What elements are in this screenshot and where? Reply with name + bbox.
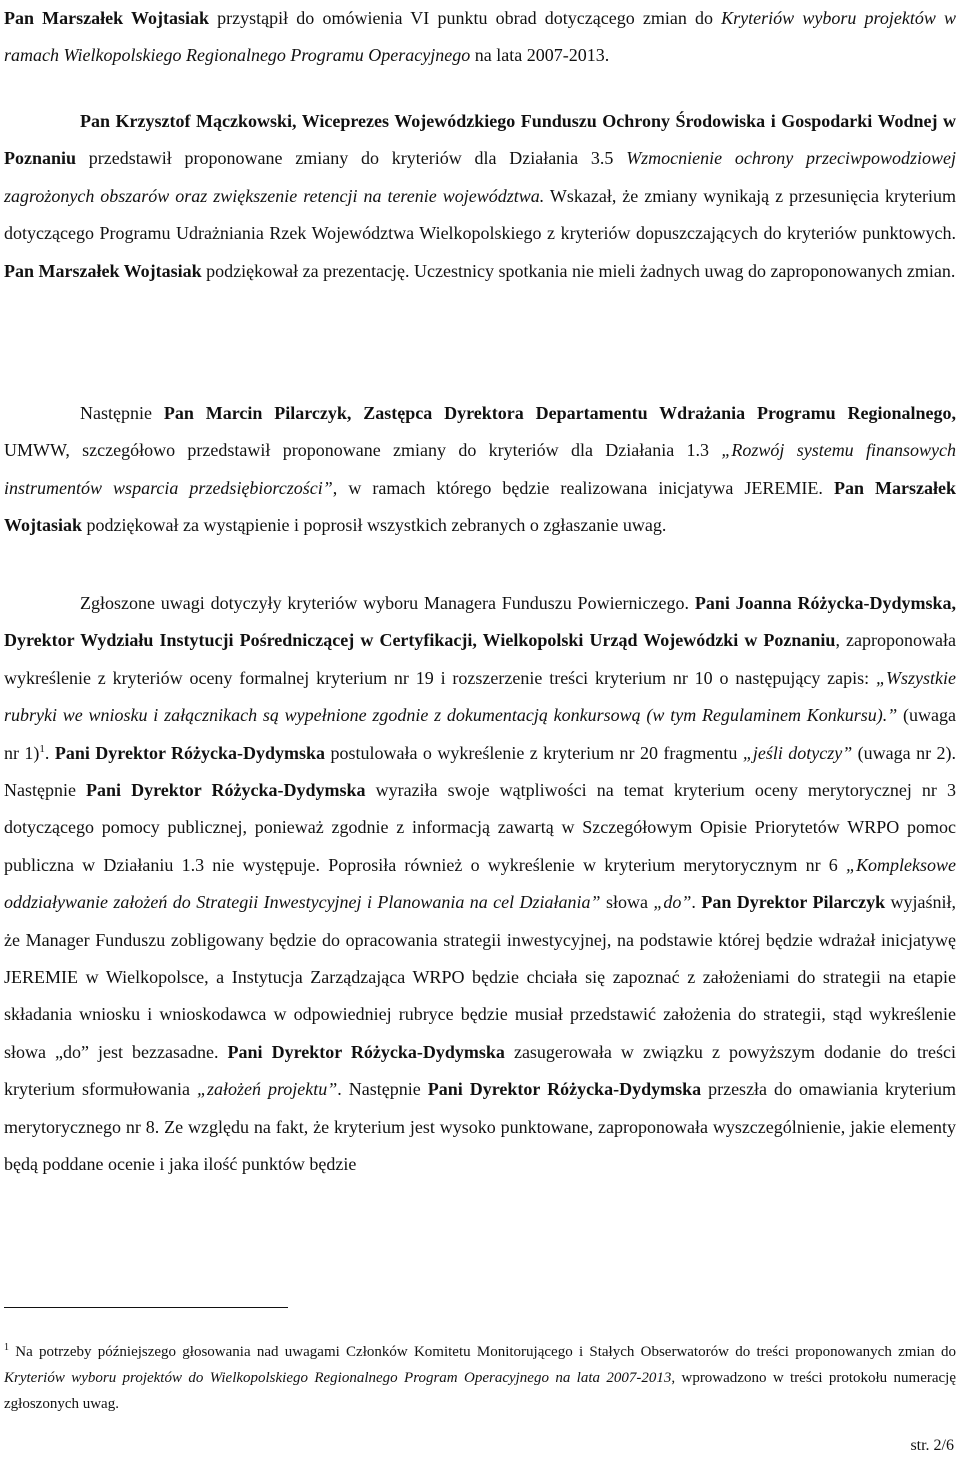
speaker-name: Pani Dyrektor Różycka-Dydymska <box>227 1041 505 1062</box>
footnote-separator <box>4 1307 288 1308</box>
speaker-name: Pani Dyrektor Różycka-Dydymska <box>86 780 366 801</box>
footnote-number: 1 <box>4 1342 9 1353</box>
speaker-name: Pan Marszałek Wojtasiak <box>4 260 202 281</box>
quoted-text: „do” <box>653 892 692 913</box>
footnote: $^1$ Na potrzeby późniejszego głosowania nad uwagami Członków Komitetu Monitorującego i Stałych Obserwatorów do treści proponowanych zmian do Kryteriów wyboru projektów do Wielkopolskiego Regionalnego Program Operacyjnego na lata 2007-2013, wprowadzono w treści protokołu numerację zgłoszonych uwag. <box>4 1342 956 1412</box>
document-title: Kryteriów wyboru projektów w ramach Wielkopolskiego Regionalnego Programu Operacyjnego <box>4 8 956 66</box>
speaker-name: Pan Marcin Pilarczyk, Zastępca Dyrektora Departamentu Wdrażania Programu Regionalnego, <box>163 403 956 423</box>
quoted-text: „Kompleksowe oddziaływanie założeń do Strategii Inwestycyjnej i Planowania na cel Działania” <box>4 854 956 913</box>
paragraph-dzialanie-3-5: Pan Krzysztof Mączkowski, Wiceprezes Wojewódzkiego Funduszu Ochrony Środowiska i Gospodarki Wodnej w Poznaniu przedstawił proponowane zmiany do kryteriów dla Działania 3.5 Wzmocnienie ochrony przeciwpowodziowej zagrożonych obszarów oraz zwiększenie retencji na terenie województwa. Wskazał, że zmiany wynikają z przesunięcia kryterium dotyczącego Programu Udrażniania Rzek Województwa Wielkopolskiego z kryteriów dopuszczających do kryteriów punktowych. Pan Marszałek Wojtasiak podziękował za prezentację. Uczestnicy spotkania nie mieli żadnych uwag do zaproponowanych zmian. <box>4 111 956 281</box>
speaker-name: Pan Marszałek Wojtasiak <box>4 477 956 536</box>
footnote-reference[interactable]: 1 <box>39 742 45 755</box>
speaker-name: Pani Dyrektor Różycka-Dydymska <box>427 1079 702 1100</box>
speaker-name: Pani Dyrektor Różycka-Dydymska <box>54 742 326 763</box>
speaker-name: Pani Joanna Różycka-Dydymska, Dyrektor Wydziału Instytucji Pośredniczącej w Certyfikacji, Wielkopolski Urząd Wojewódzki w Poznaniu <box>4 593 956 651</box>
paragraph-vi-punkt: Pan Marszałek Wojtasiak przystąpił do omówienia VI punktu obrad dotyczącego zmian do Kryteriów wyboru projektów w ramach Wielkopolskiego Regionalnego Programu Operacyjnego na lata 2007-2013. <box>4 8 956 66</box>
measure-title: „Rozwój systemu finansowych instrumentów wsparcia przedsiębiorczości” <box>4 440 956 498</box>
measure-title: Wzmocnienie ochrony przeciwpowodziowej zagrożonych obszarów oraz zwiększenie retencji na terenie województwa. <box>4 148 956 206</box>
quoted-text: „Wszystkie rubryki we wniosku i załącznikach są wypełnione zgodnie z dokumentacją konkursową (w tym Regulaminem Konkursu).” <box>4 667 956 726</box>
quoted-text: „jeśli dotyczy” <box>742 742 853 763</box>
paragraph-uwagi: Zgłoszone uwagi dotyczyły kryteriów wyboru Managera Funduszu Powierniczego. Pani Joanna Różycka-Dydymska, Dyrektor Wydziału Instytucji Pośredniczącej w Certyfikacji, Wielkopolski Urząd Wojewódzki w Poznaniu, zaproponowała wykreślenie z kryteriów oceny formalnej kryterium nr 19 i rozszerzenie treści kryterium nr 10 o następujący zapis: „Wszystkie rubryki we wniosku i załącznikach są wypełnione zgodnie z dokumentacją konkursową (w tym Regulaminem Konkursu).” (uwaga nr 1)$^1$. Pani Dyrektor Różycka-Dydymska postulowała o wykreślenie z kryterium nr 20 fragmentu „jeśli dotyczy” (uwaga nr 2). Następnie Pani Dyrektor Różycka-Dydymska wyraziła swoje wątpliwości na temat kryterium oceny merytorycznej nr 3 dotyczącego pomocy publicznej, ponieważ zgodnie z informacją zawartą w Szczegółowym Opisie Priorytetów WRPO pomoc publiczna w Działaniu 1.3 nie występuje. Poprosiła również o wykreślenie w kryterium merytorycznym nr 6 „Kompleksowe oddziaływanie założeń do Strategii Inwestycyjnej i Planowania na cel Działania” słowa „do”. Pan Dyrektor Pilarczyk wyjaśnił, że Manager Funduszu zobligowany będzie do opracowania strategii inwestycyjnej, na podstawie której będzie wdrażał inicjatywę JEREMIE w Wielkopolsce, a Instytucja Zarządzająca WRPO będzie chciała się zapoznać z założeniami do strategii na etapie składania wniosku i wnioskodawca w odpowiedniej rubryce będzie musiał przedstawić założenia do strategii, stąd wykreślenie słowa „do” jest bezzasadne. Pani Dyrektor Różycka-Dydymska zasugerowała w związku z powyższym dodanie do treści kryterium sformułowania „założeń projektu”. Następnie Pani Dyrektor Różycka-Dydymska przeszła do omawiania kryterium merytorycznego nr 8. Ze względu na fakt, że kryterium jest wysoko punktowane, zaproponowała wyszczególnienie, jakie elementy będą poddane ocenie i jaka ilość punktów będzie <box>4 593 957 1175</box>
speaker-name: Pan Krzysztof Mączkowski, Wiceprezes Wojewódzkiego Funduszu Ochrony Środowiska i Gospodarki Wodnej w Poznaniu <box>4 111 956 169</box>
page-number: str. 2/6 <box>910 1437 954 1454</box>
paragraph-dzialanie-1-3: Następnie Pan Marcin Pilarczyk, Zastępca Dyrektora Departamentu Wdrażania Programu Regionalnego, UMWW, szczegółowo przedstawił proponowane zmiany do kryteriów dla Działania 1.3 „Rozwój systemu finansowych instrumentów wsparcia przedsiębiorczości”, w ramach którego będzie realizowana inicjatywa JEREMIE. Pan Marszałek Wojtasiak podziękował za wystąpienie i poprosił wszystkich zebranych o zgłaszanie uwag. <box>4 403 956 536</box>
speaker-name: Pan Marszałek Wojtasiak <box>4 8 209 28</box>
speaker-name: Pan Dyrektor Pilarczyk <box>701 892 886 913</box>
document-title: Kryteriów wyboru projektów do Wielkopolskiego Regionalnego Program Operacyjnego na lata 2007-2013 <box>4 1370 672 1386</box>
quoted-text: „założeń projektu” <box>196 1079 338 1100</box>
